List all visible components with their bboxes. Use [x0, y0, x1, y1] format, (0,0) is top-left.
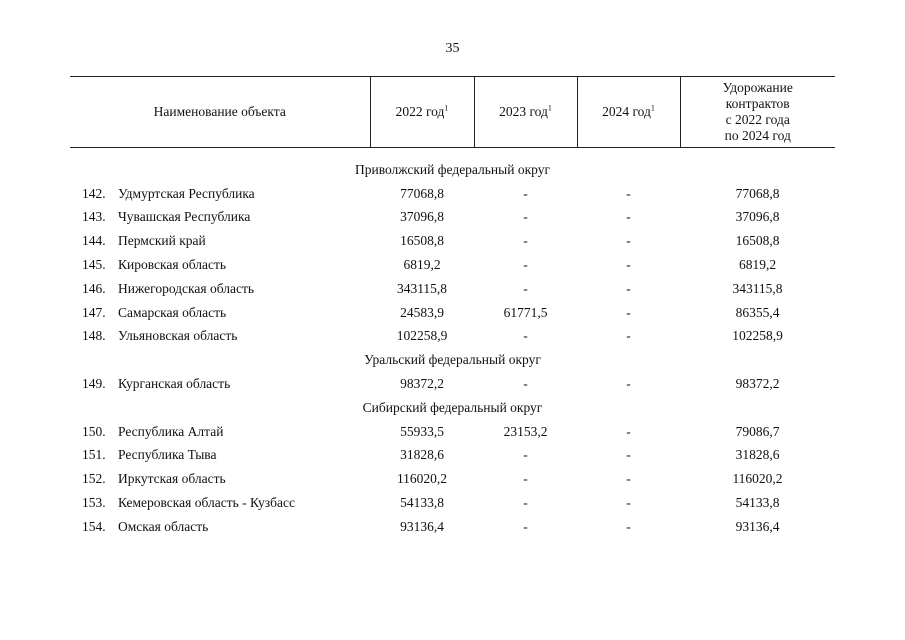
- value-2024: -: [626, 185, 631, 201]
- region-name: Курганская область: [118, 376, 231, 392]
- spacer-row: [70, 148, 835, 159]
- value-2022: 6819,2: [403, 257, 441, 273]
- value-2022: 16508,8: [400, 233, 444, 249]
- row-number: 143.: [82, 209, 106, 225]
- value-2023: -: [523, 233, 528, 249]
- table-row: [70, 182, 835, 206]
- row-number: 147.: [82, 304, 106, 320]
- header-2023: [474, 77, 577, 148]
- value-total-increase: 79086,7: [735, 423, 780, 439]
- header-2022-label: 2022 год: [395, 104, 445, 119]
- value-2022: 24583,9: [400, 304, 444, 320]
- value-total-increase: 31828,6: [735, 447, 780, 463]
- region-name: Ульяновская область: [118, 328, 238, 344]
- value-2022: 37096,8: [400, 209, 444, 225]
- header-object-name-label: Наименование объекта: [153, 104, 286, 119]
- value-2023: -: [523, 495, 528, 511]
- table-row: [70, 372, 835, 396]
- value-total-increase: 343115,8: [732, 280, 783, 296]
- table-row: [70, 467, 835, 491]
- page-number: 35: [445, 41, 460, 56]
- value-2024: -: [626, 423, 631, 439]
- row-number: 146.: [82, 280, 106, 296]
- header-2024-label: 2024 год: [602, 104, 651, 119]
- footnote-mark: 1: [547, 103, 552, 113]
- header-cost-increase-line: Удорожание: [722, 80, 793, 95]
- table-row: [70, 206, 835, 230]
- table-row: [70, 325, 835, 349]
- value-2022: 116020,2: [396, 471, 448, 487]
- spacer-cell: [70, 148, 835, 159]
- table-row: [70, 277, 835, 301]
- value-total-increase: 16508,8: [735, 233, 780, 249]
- district-title: Сибирский федеральный округ: [362, 399, 543, 415]
- value-2022: 55933,5: [400, 423, 444, 439]
- value-total-increase: 77068,8: [735, 185, 780, 201]
- table-header: [70, 77, 835, 148]
- header-object-name: [70, 77, 370, 148]
- value-2024: -: [626, 280, 631, 296]
- table-row: [70, 253, 835, 277]
- value-2022: 31828,6: [400, 447, 444, 463]
- row-number: 145.: [82, 257, 106, 273]
- region-name: Самарская область: [118, 304, 227, 320]
- value-total-increase: 37096,8: [735, 209, 780, 225]
- row-number: 151.: [82, 447, 106, 463]
- value-2022: 77068,8: [400, 185, 444, 201]
- cost-table: [70, 76, 835, 539]
- value-2024: -: [626, 257, 631, 273]
- table-row: [70, 444, 835, 468]
- value-2024: -: [626, 447, 631, 463]
- value-2024: -: [626, 376, 631, 392]
- row-number: 154.: [82, 518, 106, 534]
- district-title: Приволжский федеральный округ: [354, 161, 550, 177]
- district-heading-row: [70, 396, 835, 420]
- district-heading-row: [70, 158, 835, 182]
- value-total-increase: 93136,4: [735, 518, 780, 534]
- value-2022: 54133,8: [400, 495, 444, 511]
- table-row: [70, 515, 835, 539]
- value-2023: -: [523, 447, 528, 463]
- value-2023: -: [523, 376, 528, 392]
- value-total-increase: 102258,9: [732, 328, 783, 344]
- value-total-increase: 86355,4: [735, 304, 780, 320]
- region-name: Иркутская область: [118, 471, 226, 487]
- table-row: [70, 301, 835, 325]
- value-2023: -: [523, 328, 528, 344]
- cost-table-container: [70, 76, 835, 539]
- row-number: 148.: [82, 328, 106, 344]
- table-row: [70, 420, 835, 444]
- value-2022: 93136,4: [400, 518, 444, 534]
- header-2023-label: 2023 год: [499, 104, 548, 119]
- region-name: Нижегородская область: [118, 280, 255, 296]
- header-2022: [370, 77, 474, 148]
- value-2024: -: [626, 233, 631, 249]
- header-cost-increase-line: с 2022 года: [725, 112, 790, 127]
- value-2024: -: [626, 328, 631, 344]
- value-total-increase: 98372,2: [735, 376, 780, 392]
- header-2024: [577, 77, 680, 148]
- value-2023: -: [523, 471, 528, 487]
- footnote-mark: 1: [444, 103, 449, 113]
- value-2024: -: [626, 471, 631, 487]
- row-number: 142.: [82, 185, 106, 201]
- table-body: [70, 148, 835, 539]
- value-2024: -: [626, 518, 631, 534]
- value-2023: 23153,2: [503, 423, 548, 439]
- region-name: Республика Алтай: [118, 423, 224, 439]
- value-2024: -: [626, 495, 631, 511]
- value-2022: 102258,9: [396, 328, 448, 344]
- region-name: Республика Тыва: [118, 447, 217, 463]
- value-2023: -: [523, 209, 528, 225]
- district-heading-row: [70, 348, 835, 372]
- row-number: 144.: [82, 233, 106, 249]
- region-name: Чувашская Республика: [118, 209, 251, 225]
- value-2022: 343115,8: [396, 280, 448, 296]
- header-cost-increase: [680, 77, 835, 148]
- row-number: 153.: [82, 495, 106, 511]
- value-2024: -: [626, 304, 631, 320]
- value-2023: -: [523, 185, 528, 201]
- region-name: Удмуртская Республика: [118, 185, 255, 201]
- header-cost-increase-line: контрактов: [725, 96, 790, 111]
- region-name: Омская область: [118, 518, 209, 534]
- value-2024: -: [626, 209, 631, 225]
- value-2023: -: [523, 518, 528, 534]
- value-2023: 61771,5: [503, 304, 548, 320]
- district-title: Уральский федеральный округ: [364, 352, 541, 368]
- value-2023: -: [523, 280, 528, 296]
- row-number: 149.: [82, 376, 106, 392]
- value-total-increase: 6819,2: [738, 257, 777, 273]
- table-row: [70, 229, 835, 253]
- value-total-increase: 116020,2: [732, 471, 783, 487]
- row-number: 152.: [82, 471, 106, 487]
- row-number: 150.: [82, 423, 106, 439]
- value-2023: -: [523, 257, 528, 273]
- table-row: [70, 491, 835, 515]
- value-total-increase: 54133,8: [735, 495, 780, 511]
- header-cost-increase-line: по 2024 год: [724, 128, 791, 143]
- region-name: Пермский край: [118, 233, 206, 249]
- region-name: Кемеровская область - Кузбасс: [118, 495, 295, 511]
- region-name: Кировская область: [118, 257, 227, 273]
- footnote-mark: 1: [650, 103, 655, 113]
- value-2022: 98372,2: [400, 376, 444, 392]
